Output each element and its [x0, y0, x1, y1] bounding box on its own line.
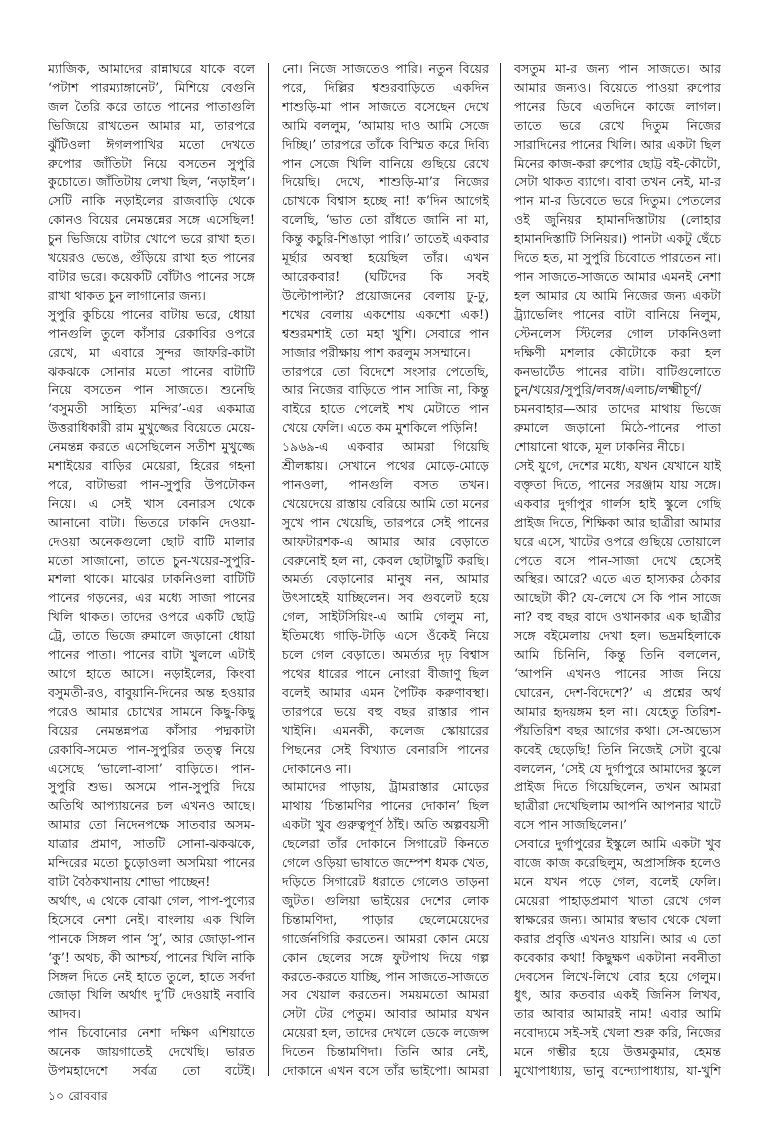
- page-footer: [48, 1088, 108, 1108]
- column-divider: [500, 63, 501, 1076]
- section-name: রোববার: [68, 1089, 108, 1103]
- text-column-middle: নো। নিজে সাজতেও পারি। নতুন বিয়ের পরে, দিল্লির শ্বশুরবাড়িতে একদিন শাশুড়ি-মা পান সাজতে বসেছেন দেখে আমি বললুম, ‘আমায় দাও আমি সেজে দিচ্ছি।’ তারপরে তাঁকে বিস্মিত করে দিব্যি পান সেজে খিলি বানিয়ে গুছিয়ে রেখে দিয়েছি। দেখে, শাশুড়ি-মা’র নিজের চোখকে বিশ্বাস হচ্ছে না! ক’দিন আগেই বলেছি, ‘ভাত তো রাঁধতে জানি না মা, কিন্তু কচুরি-শিঙাড়া পারি।’ তাতেই একবার মূর্ছার অবস্থা হয়েছিল তাঁর। এখন আরেকবার! (ঘটিদের কি সবই উল্টোপাল্টা? প্রয়োজনের বেলায় ঢু-ঢু, শখের বেলায় একশোয় একশো এক!) শ্বশুরমশাই তো মহা খুশি। সেবারে পান সাজার পরীক্ষায় পাশ করলুম সসম্মানে। তারপরে তো বিদেশে সংসার পেতেছি, আর নিজের বাড়িতে পান সাজি না, কিন্তু বাইরে হাতে পেলেই শখ মেটাতে পান খেয়ে ফেলি। এতে কম মুশকিলে পড়িনি! ১৯৬৯-এ একবার আমরা গিয়েছি শ্রীলঙ্কায়। সেখানে পথের মোড়ে-মোড়ে পানওলা, পানগুলি বসত তখন। খেয়েদেয়ে রাস্তায় বেরিয়ে আমি তো মনের সুখে পান খেয়েছি, তারপরে সেই পানের আফটারশক-এ আমার আর বেড়াতে বেরুনোই হল না, কেবল ছোটাছুটি করছি। অমর্ত্য বেড়ানোর মানুষ নন, আমার উৎসাহেই যাচ্ছিলেন। সব গুবলেট হয়ে গেল, সাইটসিয়িং-এ আমি গেলুম না, ইতিমধ্যে গাড়ি-টাড়ি এসে ওঁকেই নিয়ে চলে গেল বেড়াতে। অমর্ত্যর দৃঢ় বিশ্বাস পথের ধারের পানে নোংরা বীজাণু ছিল বলেই আমার এমন পৈটিক করুণাবস্থা। তারপরে ভয়ে বহু বছর রাস্তার পান খাইনি। এমনকী, কলেজ স্কোয়ারের পিছনের সেই বিখ্যাত বেনারসি পানের দোকানেও না। আমাদের পাড়ায়, ট্রামরাস্তার মোড়ের মাথায় ‘চিন্তামণির পানের দোকান’ ছিল একটা খুব গুরুত্বপূর্ণ ঠাঁই। অতি অল্পবয়সী ছেলেরা তাঁর দোকানে সিগারেট কিনতে গেলে ওড়িয়া ভাষাতে জম্পেশ ধমক খেত, দড়িতে সিগারেট ধরাতে গেলেও তাড়না জুটত। গুলিয়া ভাইয়ের দেশের লোক চিন্তামণিদা, পাড়ার ছেলেমেয়েদের গার্জেনগিরি করতেন। আমরা কোন মেয়ে কোন ছেলের সঙ্গে ফুটপাথ দিয়ে গল্প করতে-করতে যাচ্ছি, পান সাজতে-সাজতে সব খেয়াল করতেন। সময়মতো আমরা সেটা টের পেতুম। আবার আমার যখন মেয়েরা হল, তাদের দেখলে ডেকে লজেন্স দিতেন চিন্তামণিদা। তিনি আর নেই, দোকানে এখন বসে তাঁর ভাইপো। আমরা: [282, 61, 489, 1079]
- text-column-left: ম্যাজিক, আমাদের রান্নাঘরে যাকে বলে ‘পটাশ পারম্যাঙ্গানেট’, মিশিয়ে বেগুনি জল তৈরি করে তাতে পানের পাতাগুলি ভিজিয়ে রাখতেন আমার মা, তারপরে ঝুঁটিওলা ঈগলপাখির মতো দেখতে রুপোর জাঁতিটা নিয়ে বসতেন সুপুরি কুচোতে। জাঁতিটায় লেখা ছিল, ‘নড়াইল’। সেটি নাকি নড়াইলের রাজবাড়ি থেকে কোনও বিয়ের নেমন্তন্নের সঙ্গে এসেছিল! চুন ভিজিয়ে বাটার খোপে ভরে রাখা হত। খয়েরও ভেঙে, গুঁড়িয়ে রাখা হত পানের বাটার ভরে। কয়েকটি বোঁটাও পানের সঙ্গে রাখা থাকত চুন লাগানোর জন্য। সুপুরি কুচিয়ে পানের বাটায় ভরে, ধোয়া পানগুলি তুলে কাঁসার রেকাবির ওপরে রেখে, মা এবারে সুন্দর জাফরি-কাটা ঝকঝকে সোনার মতো পানের বাটাটি নিয়ে বসতেন পান সাজতে। শুনেছি ‘বসুমতী সাহিত্য মন্দির’-এর একমাত্র উত্তরাধিকারী রাম মুখুজ্জের বিয়েতে মেয়ে-নেমন্তন্ন করতে এসেছিলেন সতীশ মুখুজ্জে মশাইয়ের বাড়ির মেয়েরা, হিরের গহনা পরে, বাটাভরা পান-সুপুরি উপঢৌকন নিয়ে। এ সেই খাস বেনারস থেকে আনানো বাটা। ভিতরে ঢাকনি দেওয়া-দেওয়া অনেকগুলো ছোট বাটি মালার মতো সাজানো, তাতে চুন-খয়ের-সুপুরি-মশলা থাকে। মাঝের ঢাকনিওলা বাটিটি পানের গড়নের, এর মধ্যে সাজা পানের খিলি থাকত। তাদের ওপরে একটি ছোট্ট ট্রে, তাতে ভিজে রুমালে জড়ানো ধোয়া পানের পাতা। পানের বাটা খুললে এটাই আগে হাতে আসে। নড়াইলের, কিংবা বসুমতী-রও, বাবুয়ানি-দিনের অন্ত হওয়ার পরেও আমার চোখের সামনে কিছু-কিছু বিয়ের নেমন্তন্নপত্র কাঁসার পদ্মকাটা রেকাবি-সমেত পান-সুপুরির তত্ত্ব নিয়ে এসেছে ‘ভালো-বাসা’ বাড়িতে। পান-সুপুরি শুভ। অসমে পান-সুপুরি দিয়ে অতিথি আপ্যায়নের চল এখনও আছে। আমার তো নিদেনপক্ষে সাতবার অসম-যাত্রার প্রমাণ, সাতটি সোনা-ঝকঝকে, মন্দিরের মতো চুড়োওলা অসমিয়া পানের বাটা বৈঠকখানায় শোভা পাচ্ছেন! অর্থাৎ, এ থেকে বোঝা গেল, পাপ-পুণ্যের হিসেবে নেশা নেই। বাংলায় এক খিলি পানকে সিঙ্গল পান ‘সু’, আর জোড়া-পান ‘কু’! অথচ, কী আশ্চর্য, পানের খিলি নাকি সিঙ্গল দিতে নেই হাতে তুলে, হাতে সর্বদা জোড়া খিলি অর্থাৎ দু’টি দেওয়াই নবাবি আদব। পান চিবোনোর নেশা দক্ষিণ এশিয়াতে অনেক জায়গাতেই দেখেছি। ভারত উপমহাদেশে সর্বত্র তো বটেই।: [48, 61, 255, 1079]
- page-number: ১০: [48, 1089, 65, 1103]
- column-divider: [268, 63, 269, 1076]
- text-column-right: বসতুম মা-র জন্য পান সাজতে। আর আমার জন্যও। বিয়েতে পাওয়া রুপোর পানের ডিবে এতদিনে কাজে লাগল। তাতে ভরে রেখে দিতুম নিজের সারাদিনের পানের খিলি। আর একটা ছিল মিনের কাজ-করা রুপোর ছোট্ট বই-কৌটো, সেটা থাকত ব্যাগে। বাবা তখন নেই, মা-র পান মা-র ডিবেতে ভরে দিতুম। পেতলের ওই জুনিয়র হামানদিস্তাটায় (লোহার হামানদিস্তাটি সিনিয়র।) পানটা একটু ছেঁচে দিতে হত, মা সুপুরি চিবোতে পারতেন না। পান সাজতে-সাজতে আমার এমনই নেশা হল আমার যে আমি নিজের জন্য একটা ট্র্যাভেলিং পানের বাটা বানিয়ে নিলুম, স্টেনলেস স্টিলের গোল ঢাকনিওলা দক্ষিণী মশলার কৌটোকে করা হল কনভার্টেড পানের বাটা। বাটিগুলোতে চুন/খয়ের/সুপুরি/লবঙ্গ/এলাচ/লক্ষ্মীচূর্ণ/ চমনবাহার—আর তাদের মাথায় ভিজে রুমালে জড়ানো মিঠে-পানের পাতা শোয়ানো থাকে, মূল ঢাকনির নীচে। সেই যুগে, দেশের মধ্যে, যখন যেখানে যাই বক্তৃতা দিতে, পানের সরঞ্জাম যায় সঙ্গে। একবার দুর্গাপুর গার্লস হাই স্কুলে গেছি প্রাইজ দিতে, শিক্ষিকা আর ছাত্রীরা আমার ঘরে এসে, খাটের ওপরে গুছিয়ে তোয়ালে পেতে বসে পান-সাজা দেখে হেসেই অস্থির। আরে? এতে এত হাস্যকর ঠেকার আছেটা কী? যে-লেখে সে কি পান সাজে না? বহু বছর বাদে ওখানকার এক ছাত্রীর সঙ্গে বইমেলায় দেখা হল। ভদ্রমহিলাকে আমি চিনিনি, কিন্তু তিনি বললেন, ‘আপনি এখনও পানের সাজ নিয়ে ঘোরেন, দেশ-বিদেশে?’ এ প্রশ্নের অর্থ আমার হৃদয়ঙ্গম হল না। যেহেতু তিরিশ-পঁয়তিরিশ বছর আগের কথা। সে-অভ্যেস কবেই ছেড়েছি! তিনি নিজেই সেটা বুঝে বললেন, ‘সেই যে দুর্গাপুরে আমাদের স্কুলে প্রাইজ দিতে গিয়েছিলেন, তখন আমরা ছাত্রীরা দেখেছিলাম আপনি আপনার খাটে বসে পান সাজছিলেন।’ সেবারে দুর্গাপুরের ইস্কুলে আমি একটা খুব বাজে কাজ করেছিলুম, অপ্রাসঙ্গিক হলেও মনে যখন পড়ে গেল, বলেই ফেলি। মেয়েরা পাহাড়প্রমাণ খাতা রেখে গেল স্বাক্ষরের জন্য। আমার স্বভাব থেকে খেলা করার প্রবৃত্তি এখনও যায়নি। আর এ তো কবেকার কথা! কিছুক্ষণ একটানা নবনীতা দেবসেন লিখে-লিখে বোর হয়ে গেলুম। ধুৎ, আর কতবার একই জিনিস লিখব, তার আবার আমারই নাম! এবার আমি নবোদ্যমে সই-সই খেলা শুরু করি, নিজের মনে গম্ভীর হয়ে উত্তমকুমার, হেমন্ত মুখোপাধ্যায়, ভানু বন্দ্যোপাধ্যায়, যা-খুশি: [514, 61, 721, 1079]
